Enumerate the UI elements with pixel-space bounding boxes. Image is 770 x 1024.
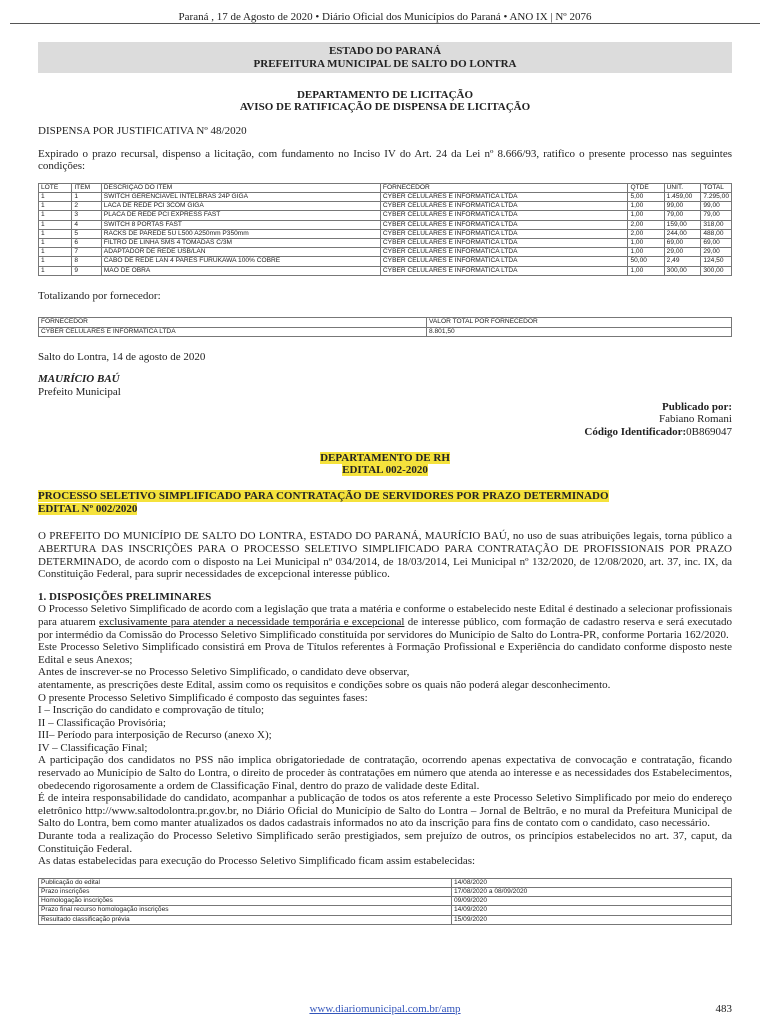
table-cell: 2 [72, 202, 101, 211]
paragraph-2: Este Processo Seletivo Simplificado consistirá em Prova de Títulos referentes à Formação Profissional e Experiência do candidato conforme disposto neste Edital e seus Anexos; [38, 641, 732, 666]
table-cell: CYBER CELULARES E INFORMATICA LTDA [380, 266, 628, 275]
table-row [39, 257, 732, 266]
table-cell: 6 [72, 239, 101, 248]
table-cell: 318,00 [701, 220, 732, 229]
table-row [39, 239, 732, 248]
paragraph-6: A participação dos candidatos no PSS não implica obrigatoriedade de contratação, ocorrendo apenas expectativa de convocação e contratação, ficando reservado ao Município de Salto do Lontra, o direito de proceder às contratações em número que atenda ao interesse e as necessidades dos Estabelecimentos, obedecendo rigorosamente a ordem de Classificação Final, dentro do prazo de validade deste Edital. [38, 754, 732, 792]
date-value-cell: 14/08/2020 [452, 878, 732, 887]
rh-intro: O PREFEITO DO MUNICÍPIO DE SALTO DO LONTRA, ESTADO DO PARANÁ, MAURÍCIO BAÚ, no uso de suas atribuições legais, torna público a ABERTURA DAS INSCRIÇÕES PARA O PROCESSO SELETIVO SIMPLIFICADO PARA CONTRATAÇÃO DE PROFISSIONAIS POR PRAZO DETERMINADO, de acordo com o disposto na Lei Municipal nº 034/2014, de 18/03/2014, Lei Municipal nº 132/2020, de 12/08/2020, art. 37, inc. IX, da Constituição Federal, para suprir necessidades de excepcional interesse público. [38, 530, 732, 581]
supplier-total-row [39, 327, 732, 336]
table-cell: 300,00 [701, 266, 732, 275]
table-cell: SWITCH GERENCIAVEL INTELBRAS 24P GIGA [101, 192, 380, 201]
state-name: ESTADO DO PARANÁ [328, 45, 442, 57]
table-cell: 1,00 [628, 211, 664, 220]
total-cell: 8.801,50 [427, 327, 732, 336]
paragraph-5: O presente Processo Seletivo Simplificado é composto das seguintes fases: [38, 691, 368, 704]
phase-3: III– Período para interposição de Recurso (anexo X); [38, 729, 272, 742]
footer-link[interactable]: www.diariomunicipal.com.br/amp [309, 1003, 461, 1015]
phase-2: II – Classificação Provisória; [38, 716, 166, 729]
date-value-cell: 09/09/2020 [452, 897, 732, 906]
date-event-cell: Prazo inscrições [39, 888, 452, 897]
table-cell: 5 [72, 229, 101, 238]
table-cell: 1 [72, 192, 101, 201]
signer-role: Prefeito Municipal [38, 386, 121, 398]
table-cell: CYBER CELULARES E INFORMATICA LTDA [380, 220, 628, 229]
paragraph-7: É de inteira responsabilidade do candidato, acompanhar a publicação de todos os atos referente a este Processo Seletivo Simplificado por meio do endereço eletrônico http://www.saltodolontra.pr.gov.br, no Diário Oficial do Município de Salto do Lontra – Jornal de Beltrão, e no mural da Prefeitura Municipal de Salto do Lontra, bem como manter atualizados os dados cadastrais informados no ato da inscrição para fins de contato com o candidato, caso necessário. [38, 792, 732, 830]
table-cell: 159,00 [664, 220, 701, 229]
table-cell: 4 [72, 220, 101, 229]
lic-heading [38, 89, 732, 113]
items-header-cell: QTDE [628, 183, 664, 192]
table-cell: 1 [39, 257, 72, 266]
table-cell: CYBER CELULARES E INFORMATICA LTDA [380, 202, 628, 211]
date-value-cell: 15/09/2020 [452, 915, 732, 924]
table-cell: 1 [39, 239, 72, 248]
table-cell: 79,00 [701, 211, 732, 220]
table-cell: 1.459,00 [664, 192, 701, 201]
dates-row [39, 878, 732, 887]
paragraph-3: Antes de inscrever-se no Processo Seletivo Simplificado, o candidato deve observar, [38, 666, 410, 679]
place-date: Salto do Lontra, 14 de agosto de 2020 [38, 350, 206, 363]
table-cell: CYBER CELULARES E INFORMATICA LTDA [380, 192, 628, 201]
publisher-name: Fabiano Romani [658, 413, 732, 426]
items-header-cell: LOTE [39, 183, 72, 192]
table-cell: CABO DE REDE LAN 4 PARES FURUKAWA 100% COBRE [101, 257, 380, 266]
supplier-total-header [39, 318, 732, 327]
date-value-cell: 14/09/2020 [452, 906, 732, 915]
lic-aviso: AVISO DE RATIFICAÇÃO DE DISPENSA DE LICITAÇÃO [239, 101, 531, 113]
paragraph-8: Durante toda a realização do Processo Seletivo Simplificado serão prestigiados, sem prejuízo de outros, os princípios estabelecidos no art. 37, caput, da Constituição Federal. [38, 830, 732, 855]
table-cell: 9 [72, 266, 101, 275]
published-by-label: Publicado por: [662, 400, 732, 413]
items-header-cell: DESCRIÇÃO DO ITEM [101, 183, 380, 192]
publication-info [38, 401, 732, 439]
dates-row [39, 915, 732, 924]
table-cell: 7 [72, 248, 101, 257]
table-cell: 2,49 [664, 257, 701, 266]
dates-row [39, 888, 732, 897]
table-cell: 29,00 [701, 248, 732, 257]
table-cell: 244,00 [664, 229, 701, 238]
table-cell: SWITCH 8 PORTAS FAST [101, 220, 380, 229]
table-cell: 69,00 [701, 239, 732, 248]
paragraph-1 [38, 603, 732, 641]
paragraph-1-a: O Processo Seletivo Simplificado de acordo com a legislação que trata a matéria e conforme o estabelecido neste Edital é destinado a selecionar profissionais para atuarem [38, 603, 732, 628]
table-row [39, 248, 732, 257]
table-cell: 1 [39, 266, 72, 275]
table-cell: 1 [39, 248, 72, 257]
table-row [39, 192, 732, 201]
total-header-cell: VALOR TOTAL POR FORNECEDOR [427, 318, 732, 327]
table-cell: 1,00 [628, 248, 664, 257]
rh-title-block [38, 490, 732, 516]
paragraph-1-underlined: exclusivamente para atender a necessidade temporária e excepcional [99, 615, 405, 628]
table-cell: CYBER CELULARES E INFORMATICA LTDA [380, 239, 628, 248]
table-cell: CYBER CELULARES E INFORMATICA LTDA [380, 257, 628, 266]
paragraph-1-b: de interesse público, com formação de cadastro reserva e será executado por intermédio da Comissão do Processo Seletivo Simplificado constituída por servidores do Município de Salto do Lontra-PR, conforme Portaria 162/2020. [38, 615, 732, 641]
date-event-cell: Homologação inscrições [39, 897, 452, 906]
items-header-cell: TOTAL [701, 183, 732, 192]
code-value: 0B869047 [686, 425, 732, 438]
items-header-cell: ITEM [72, 183, 101, 192]
table-cell: CYBER CELULARES E INFORMATICA LTDA [380, 229, 628, 238]
date-event-cell: Prazo final recurso homologação inscrições [39, 906, 452, 915]
dispensa-text: Expirado o prazo recursal, dispenso a licitação, com fundamento no Inciso IV do Art. 24 da Lei nº 8.666/93, ratifico o presente processo nas seguintes condições: [38, 147, 732, 173]
table-cell: LACA DE REDE PCI 3COM GIGA [101, 202, 380, 211]
dates-table [38, 878, 732, 925]
table-cell: RACKS DE PAREDE 5U L500 A250mm P350mm [101, 229, 380, 238]
table-cell: 124,50 [701, 257, 732, 266]
signer-name: MAURÍCIO BAÚ [38, 373, 120, 386]
paragraph-4: atentamente, as prescrições deste Edital, assim como os requisitos e condições sobre os quais não poderá alegar desconhecimento. [38, 678, 611, 691]
table-cell: 1 [39, 192, 72, 201]
table-row [39, 229, 732, 238]
table-row [39, 266, 732, 275]
table-cell: 50,00 [628, 257, 664, 266]
page-number: 483 [715, 1003, 732, 1015]
supplier-cell: CYBER CELULARES E INFORMATICA LTDA [39, 327, 427, 336]
table-cell: 1,00 [628, 202, 664, 211]
phase-4: IV – Classificação Final; [38, 741, 148, 754]
table-row [39, 220, 732, 229]
supplier-total-table [38, 317, 732, 336]
table-cell: 99,00 [664, 202, 701, 211]
table-cell: CYBER CELULARES E INFORMATICA LTDA [380, 211, 628, 220]
table-cell: 8 [72, 257, 101, 266]
table-cell: 488,00 [701, 229, 732, 238]
table-cell: CYBER CELULARES E INFORMATICA LTDA [380, 248, 628, 257]
totalizando-label: Totalizando por fornecedor: [38, 289, 161, 302]
table-cell: 1,00 [628, 266, 664, 275]
table-cell: 79,00 [664, 211, 701, 220]
table-cell: 7.295,00 [701, 192, 732, 201]
rh-edital-number: EDITAL Nº 002/2020 [38, 503, 138, 516]
page-header: Paraná , 17 de Agosto de 2020 • Diário Oficial dos Municípios do Paraná • ANO IX | Nº 2076 [10, 0, 760, 24]
date-event-cell: Resultado classificação prévia [39, 915, 452, 924]
table-cell: 2,00 [628, 220, 664, 229]
table-cell: 2,00 [628, 229, 664, 238]
supplier-header-cell: FORNECEDOR [39, 318, 427, 327]
section-1-title: 1. DISPOSIÇÕES PRELIMINARES [38, 590, 212, 603]
paragraph-9: As datas estabelecidas para execução do Processo Seletivo Simplificado ficam assim estabelecidas: [38, 855, 476, 868]
code-label: Código Identificador: [584, 425, 687, 438]
table-cell: 1 [39, 211, 72, 220]
table-cell: PLACA DE REDE PCI EXPRESS FAST [101, 211, 380, 220]
date-value-cell: 17/08/2020 a 08/09/2020 [452, 888, 732, 897]
table-cell: 1 [39, 220, 72, 229]
table-cell: 99,00 [701, 202, 732, 211]
items-table [38, 183, 732, 276]
dispensa-number: DISPENSA POR JUSTIFICATIVA Nº 48/2020 [38, 125, 247, 137]
table-cell: 5,00 [628, 192, 664, 201]
rh-edital: EDITAL 002-2020 [342, 464, 428, 477]
prefeitura-name: PREFEITURA MUNICIPAL DE SALTO DO LONTRA [253, 58, 517, 70]
table-cell: 1 [39, 202, 72, 211]
dates-row [39, 906, 732, 915]
table-row [39, 202, 732, 211]
rh-dept: DEPARTAMENTO DE RH [320, 452, 450, 465]
table-cell: ADAPTADOR DE REDE USB/LAN [101, 248, 380, 257]
items-header-cell: UNIT. [664, 183, 701, 192]
table-cell: 3 [72, 211, 101, 220]
items-header-cell: FORNECEDOR [380, 183, 628, 192]
items-table-header [39, 183, 732, 192]
table-cell: 1,00 [628, 239, 664, 248]
rh-title: PROCESSO SELETIVO SIMPLIFICADO PARA CONTRATAÇÃO DE SERVIDORES POR PRAZO DETERMINADO [38, 490, 609, 503]
table-cell: 300,00 [664, 266, 701, 275]
table-cell: MÃO DE OBRA [101, 266, 380, 275]
lic-dept: DEPARTAMENTO DE LICITAÇÃO [296, 89, 474, 101]
state-band [38, 42, 732, 73]
date-event-cell: Publicação do edital [39, 878, 452, 887]
table-cell: 1 [39, 229, 72, 238]
table-cell: FILTRO DE LINHA SMS 4 TOMADAS C/3M [101, 239, 380, 248]
dates-row [39, 897, 732, 906]
table-cell: 69,00 [664, 239, 701, 248]
table-cell: 29,00 [664, 248, 701, 257]
rh-heading [38, 452, 732, 476]
table-row [39, 211, 732, 220]
phase-1: I – Inscrição do candidato e comprovação de título; [38, 704, 265, 717]
